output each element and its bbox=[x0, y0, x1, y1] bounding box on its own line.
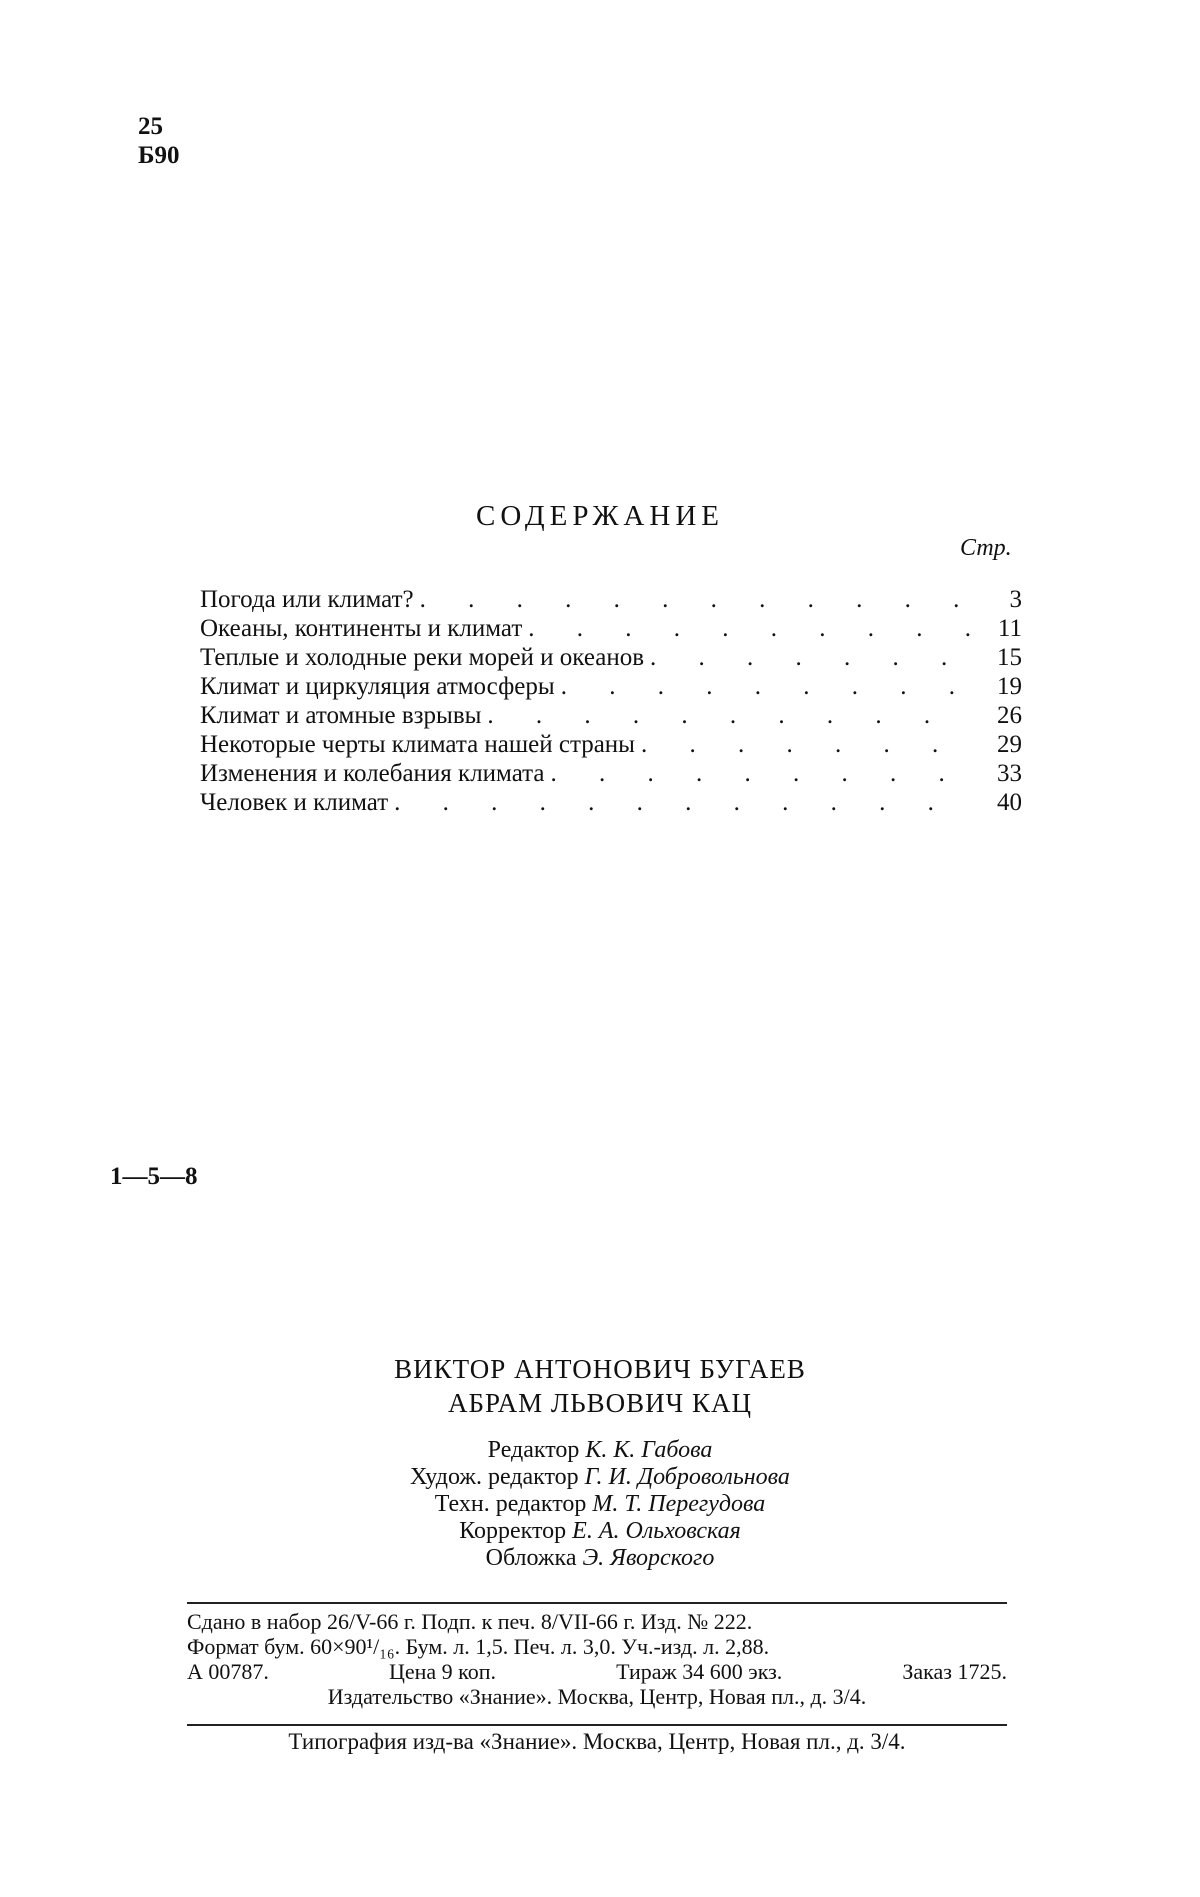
imprint-bottom-rule bbox=[187, 1724, 1007, 1726]
author-name: АБРАМ ЛЬВОВИЧ КАЦ bbox=[448, 1388, 752, 1418]
credit-role: Редактор bbox=[487, 1437, 580, 1463]
imprint-line: Сдано в набор 26/V-66 г. Подп. к печ. 8/VII-66 г. Изд. № 222. bbox=[187, 1609, 753, 1634]
toc-entry[interactable] bbox=[200, 759, 1022, 788]
toc-entry-page: 15 bbox=[997, 644, 1022, 671]
imprint-field: Тираж 34 600 экз. bbox=[616, 1659, 783, 1684]
toc-entry-page: 26 bbox=[997, 702, 1022, 729]
imprint-line bbox=[187, 1659, 1007, 1684]
toc-entry-page: 11 bbox=[997, 615, 1022, 642]
udc-index bbox=[138, 112, 180, 170]
toc-entry-title: Человек и климат bbox=[200, 789, 389, 816]
toc-entry-page: 29 bbox=[997, 731, 1022, 758]
toc-entry-title: Изменения и колебания климата bbox=[200, 760, 545, 787]
credit-line bbox=[0, 1545, 1200, 1572]
credit-line bbox=[0, 1518, 1200, 1545]
toc-entry-page: 19 bbox=[997, 673, 1022, 700]
toc-page-label: Стр. bbox=[960, 535, 1012, 561]
dot-leader bbox=[487, 701, 970, 730]
imprint-field: Цена 9 коп. bbox=[388, 1659, 497, 1684]
dot-leader bbox=[394, 788, 970, 817]
credits bbox=[0, 1437, 1200, 1572]
credit-line bbox=[0, 1491, 1200, 1518]
credit-name: К. К. Габова bbox=[585, 1437, 713, 1463]
toc-entry[interactable] bbox=[200, 672, 1022, 701]
dot-leader bbox=[561, 672, 970, 701]
dot-leader bbox=[420, 585, 970, 614]
authors bbox=[0, 1352, 1200, 1420]
credit-name: Э. Яворского bbox=[582, 1545, 715, 1571]
credit-name: Е. А. Ольховская bbox=[572, 1518, 741, 1544]
toc-entry[interactable] bbox=[200, 730, 1022, 759]
toc-entry-title: Климат и циркуляция атмосферы bbox=[200, 673, 555, 700]
toc-entry-title: Климат и атомные взрывы bbox=[200, 702, 482, 729]
toc-title: СОДЕРЖАНИЕ bbox=[476, 500, 724, 532]
imprint-block bbox=[187, 1609, 1007, 1709]
imprint-line: Формат бум. 60×90¹/₁₆. Бум. л. 1,5. Печ. л. 3,0. Уч.-изд. л. 2,88. bbox=[187, 1634, 770, 1659]
credit-line bbox=[0, 1464, 1200, 1491]
credit-line bbox=[0, 1437, 1200, 1464]
catalog-code: 1—5—8 bbox=[110, 1163, 198, 1190]
imprint-line: Издательство «Знание». Москва, Центр, Новая пл., д. 3/4. bbox=[327, 1684, 867, 1709]
credit-name: М. Т. Перегудова bbox=[592, 1491, 766, 1517]
credit-role: Корректор bbox=[459, 1518, 567, 1544]
udc-line-2: Б90 bbox=[138, 142, 180, 169]
credit-name: Г. И. Добровольнова bbox=[584, 1464, 790, 1490]
dot-leader bbox=[650, 643, 970, 672]
table-of-contents bbox=[200, 585, 1022, 817]
toc-entry[interactable] bbox=[200, 788, 1022, 817]
toc-entry-page: 33 bbox=[997, 760, 1022, 787]
toc-entry-title: Некоторые черты климата нашей страны bbox=[200, 731, 635, 758]
dot-leader bbox=[641, 730, 970, 759]
dot-leader bbox=[550, 759, 970, 788]
toc-entry[interactable] bbox=[200, 701, 1022, 730]
credit-role: Техн. редактор bbox=[434, 1491, 587, 1517]
udc-line-1: 25 bbox=[138, 113, 163, 140]
imprint-field: Заказ 1725. bbox=[902, 1659, 1007, 1684]
toc-entry-page: 40 bbox=[997, 789, 1022, 816]
printing-house: Типография изд-ва «Знание». Москва, Центр, Новая пл., д. 3/4. bbox=[288, 1729, 906, 1754]
toc-entry[interactable] bbox=[200, 643, 1022, 672]
toc-entry-page: 3 bbox=[1009, 586, 1022, 613]
credit-role: Худож. редактор bbox=[410, 1464, 579, 1490]
dot-leader bbox=[528, 614, 970, 643]
credit-role: Обложка bbox=[485, 1545, 577, 1571]
toc-entry[interactable] bbox=[200, 614, 1022, 643]
imprint-top-rule bbox=[187, 1602, 1007, 1604]
toc-entry-title: Погода или климат? bbox=[200, 586, 414, 613]
toc-entry[interactable] bbox=[200, 585, 1022, 614]
toc-entry-title: Теплые и холодные реки морей и океанов bbox=[200, 644, 645, 671]
imprint-field: А 00787. bbox=[187, 1659, 269, 1684]
toc-entry-title: Океаны, континенты и климат bbox=[200, 615, 523, 642]
author-name: ВИКТОР АНТОНОВИЧ БУГАЕВ bbox=[394, 1354, 806, 1384]
